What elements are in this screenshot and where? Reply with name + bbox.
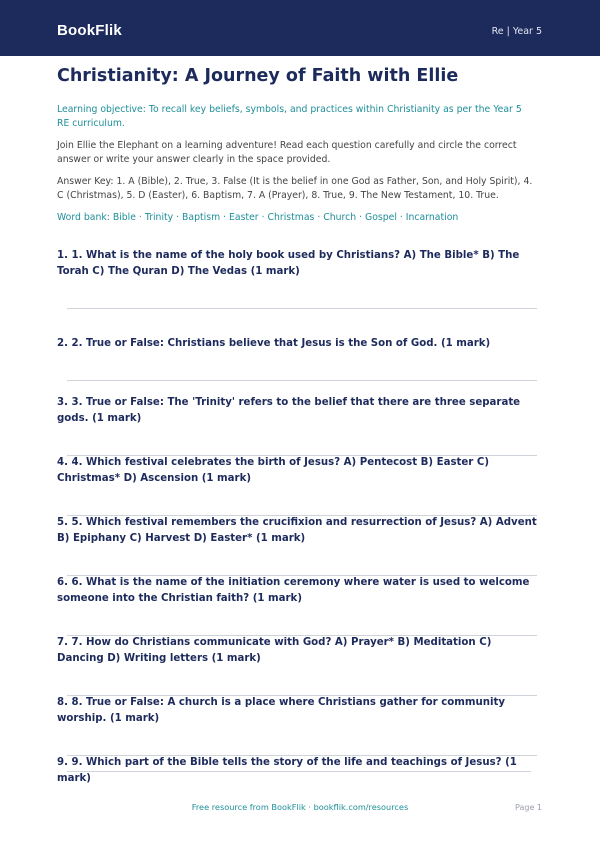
question-5: 5. 5. Which festival remembers the crucifixion and resurrection of Jesus? A) Advent B) Epiphany C) Harvest D) Easter* (1 mark) <box>57 517 537 544</box>
question-3: 3. 3. True or False: The 'Trinity' refers to the belief that there are three separate gods. (1 mark) <box>57 397 521 424</box>
page-number: Page 1 <box>515 803 542 812</box>
question-1: 1. 1. What is the name of the holy book used by Christians? A) The Bible* B) The Torah C) The Quran D) The Vedas (1 mark) <box>57 250 520 277</box>
answer-line-1[interactable] <box>67 308 537 309</box>
question-9: 9. 9. Which part of the Bible tells the story of the life and teachings of Jesus? (1 mark) <box>57 757 517 784</box>
footer-resource-link[interactable]: Free resource from BookFlik · bookflik.com/resources <box>191 802 409 812</box>
question-2: 2. 2. True or False: Christians believe that Jesus is the Son of God. (1 mark) <box>57 338 491 349</box>
header-bar <box>0 0 600 56</box>
question-6: 6. 6. What is the name of the initiation ceremony where water is used to welcome someone into the Christian faith? (1 mark) <box>57 577 530 604</box>
worksheet-content <box>57 63 537 787</box>
answer-line-2[interactable] <box>67 380 537 381</box>
word-bank: Word bank: Bible · Trinity · Baptism · Easter · Christmas · Church · Gospel · Incarnation <box>57 212 459 223</box>
page-title: Christianity: A Journey of Faith with Ellie <box>57 66 459 86</box>
question-8: 8. 8. True or False: A church is a place where Christians gather for community worship. (1 mark) <box>57 697 505 724</box>
answer-key: Answer Key: 1. A (Bible), 2. True, 3. False (It is the belief in one God as Father, Son, and Holy Spirit), 4. C (Christmas), 5. D (Easter), 6. Baptism, 7. A (Prayer), 8. True, 9. The New Testament, 10. True. <box>57 176 533 201</box>
subject-year-label: Re | Year 5 <box>491 26 542 37</box>
answer-line-9[interactable] <box>67 771 531 772</box>
question-7: 7. 7. How do Christians communicate with God? A) Prayer* B) Meditation C) Dancing D) Writing letters (1 mark) <box>57 637 492 664</box>
brand-logo[interactable]: BookFlik <box>57 22 122 39</box>
question-list <box>57 248 537 787</box>
question-4: 4. 4. Which festival celebrates the birth of Jesus? A) Pentecost B) Easter C) Christmas* D) Ascension (1 mark) <box>57 457 490 484</box>
learning-objective: Learning objective: To recall key beliefs, symbols, and practices within Christianity as per the Year 5 RE curriculum. <box>57 104 522 129</box>
instructions: Join Ellie the Elephant on a learning adventure! Read each question carefully and circle the correct answer or write your answer clearly in the space provided. <box>57 140 517 165</box>
